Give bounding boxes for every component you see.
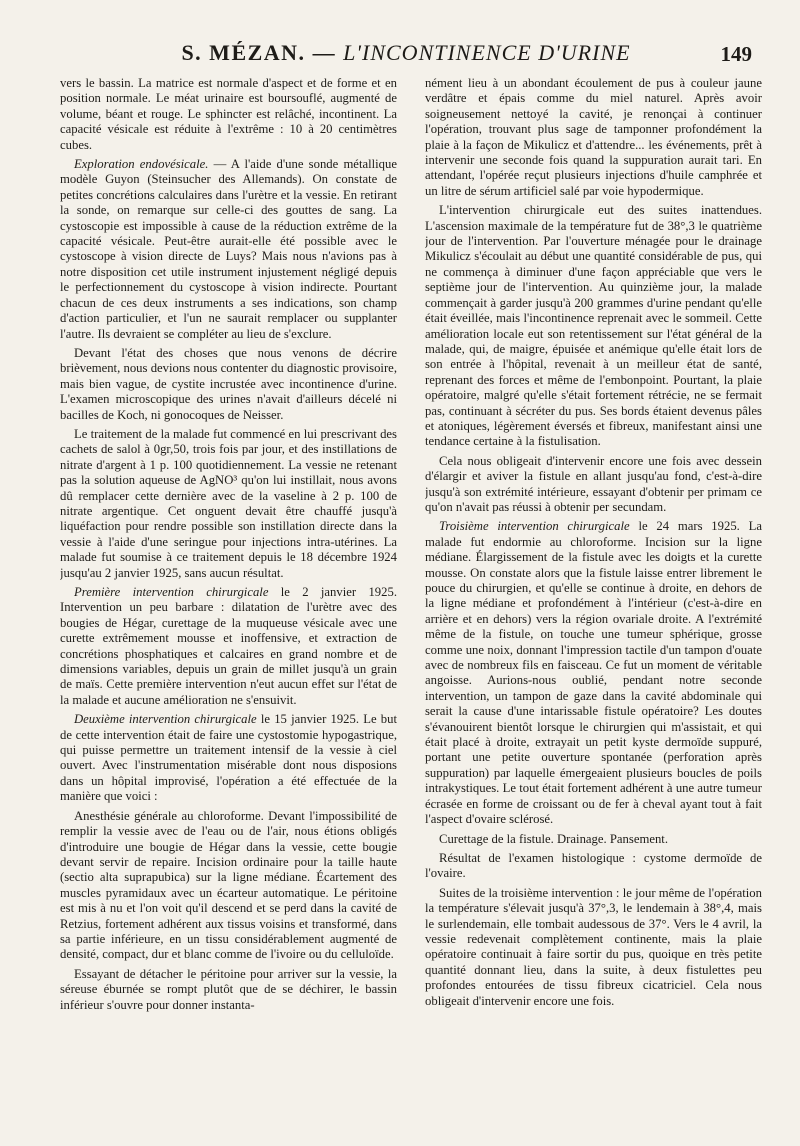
paragraph-text: le 24 mars 1925. La malade fut endormie au chloroforme. Incision sur la ligne médiane. Élargissement de la fistule avec les doigts et la curette mousse. On constate alors que la fistule laisse entrer librement le pouce du chirurgien, et qu'elle se continue à droite, en dehors de la ligne médiane et profondément à l'intérieur (c'est-à-dire en arrière et en dehors) vers la région ovariale droite. A l'extrémité même de la fistule, on touche une tumeur sphérique, grosse comme une noix, donnant l'impression tactile d'un tampon d'ouate avec de nombreux fils en faisceau. Ce fut un moment de véritable angoisse. Aurions-nous oublié, pendant notre seconde intervention, un tampon de gaze dans la cavité abdominale qui serait la cause d'une intarissable fistule opératoire? Les doutes s'évanouirent bientôt lorsque le chirurgien qui m'assistait, et qui était placé à droite, extrayait un petit kyste dermoïde suppuré, portant une petite ouverture spontanée (perforation après suppuration) par laquelle émergeaient plusieurs boucles de poils intrakystiques. Le tout était fortement adhérent à une autre tumeur écrasée en forme de croissant ou de fer à cheval ayant tout à fait l'aspect d'ovaire sclérosé. bbox=[425, 519, 762, 827]
paragraph-text: Curettage de la fistule. Drainage. Pansement. bbox=[439, 831, 669, 846]
paragraph bbox=[60, 585, 397, 708]
paragraph-text: Le traitement de la malade fut commencé en lui prescrivant des cachets de salol à 0gr,50, trois fois par jour, et des instillations de nitrate d'argent à 1 p. 100 quotidiennement. La vessie ne retenant pas la solution aqueuse de AgNO³ qu'on lui instillait, nous avons dû remplacer cette dernière avec de la vaseline à 2 p. 100 de nitrate argentique. Cet onguent devait être chauffé jusqu'à liquéfaction pour rendre possible son instillation directe dans la vessie à l'aide d'une seringue pour injections intra-utérines. La malade fut soumise à ce traitement depuis le 18 décembre 1924 jusqu'au 2 janvier 1925, sans aucun résultat. bbox=[60, 426, 397, 580]
paragraph bbox=[425, 851, 762, 882]
paragraph bbox=[60, 809, 397, 963]
paragraph-text: Devant l'état des choses que nous venons de décrire brièvement, nous devions nous contenter du diagnostic provisoire, mais bien vague, de cystite incrustée avec incontinence d'urine. L'examen microscopique des urines n'avait d'ailleurs décelé ni bacilles de Koch, ni gonocoques de Neisser. bbox=[60, 345, 397, 422]
running-title bbox=[60, 40, 752, 66]
paragraph-text: Essayant de détacher le péritoine pour arriver sur la vessie, la séreuse éburnée se rompt plutôt que de se déchirer, le bassin inférieur s'ouvre pour donner instanta- bbox=[60, 966, 397, 1012]
paragraph bbox=[60, 712, 397, 804]
paragraph-text: Résultat de l'examen histologique : cystome dermoïde de l'ovaire. bbox=[425, 850, 762, 881]
left-column bbox=[60, 76, 397, 1116]
section-lead: Deuxième intervention chirurgicale bbox=[74, 712, 257, 727]
paragraph bbox=[425, 886, 762, 1009]
paragraph bbox=[425, 454, 762, 516]
page-number: 149 bbox=[720, 42, 752, 66]
paragraph-text: le 15 janvier 1925. Le but de cette intervention était de faire une cystostomie hypogastrique, qui puisse permettre un traitement intensif de la vessie à ciel ouvert. Avec l'instrumentation misérable dont nous disposions dans un hôpital improvisé, l'opération a été effectuée de la manière que voici : bbox=[60, 712, 397, 804]
header-separator: — bbox=[312, 40, 337, 65]
right-column bbox=[425, 76, 762, 1116]
section-lead: Exploration endovésicale. bbox=[74, 157, 209, 172]
paragraph bbox=[60, 967, 397, 1013]
paragraph-text: Cela nous obligeait d'intervenir encore une fois avec dessein d'élargir et aviver la fistule en allant jusqu'au fond, c'est-à-dire jusqu'à son extrémité intérieure, essayant d'obtenir per primam ce qu'on n'avait pas réussi à obtenir per secundam. bbox=[425, 453, 762, 514]
paragraph-text: — A l'aide d'une sonde métallique modèle Guyon (Steinsucher des Allemands). On constate de petites concrétions calculaires dans l'urètre et la vessie. En retirant la sonde, on remarque sur celle-ci des gouttes de sang. La cystoscopie est impossible à cause de la réduction extrême de la capacité vésicale. Peut-être aurait-elle été possible avec le cystoscope à vision directe de Luys? Mais nous n'avions pas à notre disposition cet utile instrument injustement négligé depuis le perfectionnement du cystoscope à vision indirecte. Pourtant chacun de ces deux instruments a ses indications, son champ d'action particulier, et l'un ne saurait remplacer ou supplanter l'autre. Ils devraient se compléter au lieu de s'exclure. bbox=[60, 157, 397, 341]
paragraph bbox=[60, 76, 397, 153]
paragraph bbox=[425, 832, 762, 847]
header-author: S. MÉZAN. bbox=[181, 40, 306, 65]
paragraph-text: nément lieu à un abondant écoulement de pus à couleur jaune verdâtre et épais comme du miel naturel. Après avoir soigneusement nettoyé la cavité, je renonçai à continuer l'opération, trouvant plus sage de tamponner profondément la plaie à la façon de Mikulicz et d'attendre... les événements, prêt à intervenir une seconde fois quand la suppuration aurait tari. En attendant, l'opérée reçut plusieurs injections d'huile camphrée et un litre de sérum artificiel salé par voie hypodermique. bbox=[425, 76, 762, 198]
section-lead: Première intervention chirurgicale bbox=[74, 585, 269, 599]
section-lead: Troisième intervention chirurgicale bbox=[439, 519, 630, 534]
header-title: L'INCONTINENCE D'URINE bbox=[343, 40, 631, 65]
paragraph bbox=[425, 203, 762, 450]
paragraph bbox=[60, 427, 397, 581]
page-header bbox=[60, 40, 752, 74]
paragraph-text: Suites de la troisième intervention : le jour même de l'opération la température s'élevait jusqu'à 37°,3, le lendemain à 38°,4, mais le surlendemain, elle tombait audessous de 37°. Vers le 4 avril, la vessie redevenait complètement continente, mais la plaie opératoire continuait à faire sortir du pus, quoique en très petite quantité donnant lieu, dans la suite, à deux fistulettes peu profondes entourées de tissu fibreux cicatriciel. Cela nous obligeait d'intervenir encore une fois. bbox=[425, 885, 762, 1008]
paragraph-text: L'intervention chirurgicale eut des suites inattendues. L'ascension maximale de la température fut de 38°,3 le quatrième jour de l'intervention. Par l'ouverture ménagée pour le drainage Mikulicz s'écoulait au début une quantité considérable de pus, qui ne commença à diminuer d'une façon appréciable que vers le septième jour de l'intervention. Au quinzième jour, la malade commençait à garder jusqu'à 200 grammes d'urine pendant qu'elle était éveillée, mais l'incontinence reprenait avec le sommeil. Cette amélioration locale eut son retentissement sur l'état général de la malade, qui, de maigre, épuisée et anémique qu'elle était lors de son entrée à l'hôpital, revenait à un meilleur état de santé, reprenant des forces et même de l'embonpoint. Pourtant, la plaie opératoire, malgré qu'elle s'était fortement rétrécie, ne se fermait pas, continuant à sécréter du pus. Ses bords étaient devenus pâles et atoniques, légèrement éversés et fibreux, manifestant ainsi une tendance certaine à la fistulisation. bbox=[425, 203, 762, 449]
paragraph bbox=[60, 157, 397, 342]
paragraph bbox=[60, 346, 397, 423]
paragraph-text: le 2 janvier 1925. Intervention un peu barbare : dilatation de l'urètre avec des bougies de Hégar, curettage de la muqueuse vésicale avec une curette extrêmement mousse et inoffensive, et extraction de concrétions phosphatiques et calcaires en grand nombre et de dimensions variables, depuis un grain de millet jusqu'à un grain de maïs. Cette première intervention n'eut aucun effet sur l'état de la malade et aucune amélioration ne s'ensuivit. bbox=[60, 585, 397, 707]
paragraph bbox=[425, 76, 762, 199]
paragraph-text: vers le bassin. La matrice est normale d'aspect et de forme et en position normale. Le méat urinaire est boursouflé, augmenté de volume, béant et rouge. Le sphincter est relâché, incontinent. La capacité vésicale est réduite à l'extrême : 10 à 20 centimètres cubes. bbox=[60, 76, 397, 152]
paragraph-text: Anesthésie générale au chloroforme. Devant l'impossibilité de remplir la vessie avec de l'eau ou de l'air, nous étions obligés d'introduire une bougie de Hégar dans la vessie, cette bougie devant servir de repaire. Incision ordinaire pour la taille haute (sectio alta suprapubica) sur la ligne médiane. Écartement des muscles pyramidaux avec un écarteur automatique. Le péritoine est mis à nu et l'on voit qu'il descend et se perd dans la cavité de Retzius, fortement adhérent aux tissus voisins et transformé, dans sa partie inférieure, en un tissu considérablement augmenté de densité, compact, dur et blanc comme de l'ivoire ou du celluloïde. bbox=[60, 808, 397, 962]
body-columns bbox=[60, 76, 762, 1116]
paragraph bbox=[425, 519, 762, 827]
